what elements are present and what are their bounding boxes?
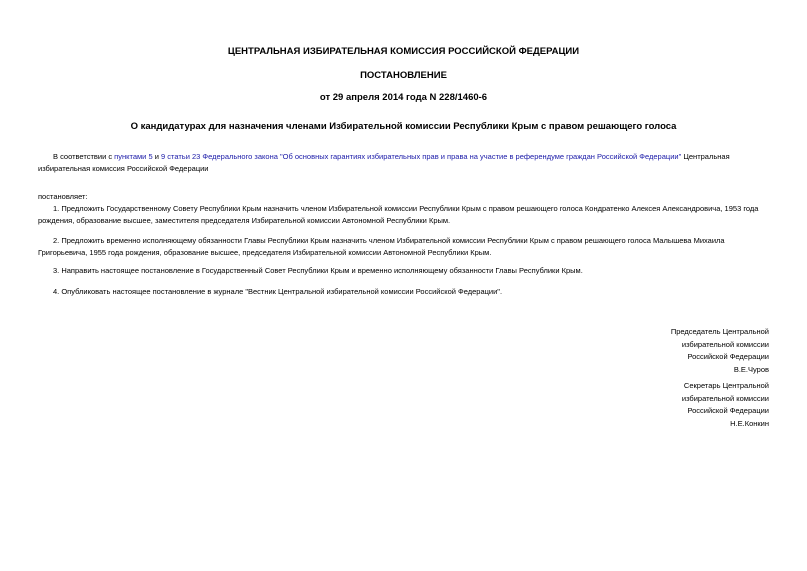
link-point-5[interactable]: пунктами 5	[114, 152, 153, 161]
resolution-item-3: 3. Направить настоящее постановление в Государственный Совет Республики Крым и временно исполняющему обязанности Главы Республики Крым.	[53, 266, 583, 275]
chair-title-line-1: Председатель Центральной	[670, 327, 769, 336]
resolution-item-4: 4. Опубликовать настоящее постановление в журнале "Вестник Центральной избирательной комиссии Российской Федерации".	[53, 287, 503, 296]
resolution-item-2: 2. Предложить временно исполняющему обязанности Главы Республики Крым назначить членом Избирательной комиссии Республики Крым с правом решающего голоса Малышева Михаила Григорьевича, 1955 года рождения, образование высшее, председателя Избирательной комиссии Автономной Республики Крым.	[38, 236, 725, 257]
chair-signature-block	[589, 326, 769, 376]
intro-prefix: В соответствии с	[53, 152, 115, 161]
resolves-label: постановляет:	[38, 192, 88, 201]
secretary-title-line-1: Секретарь Центральной	[683, 381, 769, 390]
link-federal-law[interactable]: Федерального закона "Об основных гарантиях избирательных прав и права на участие в референдуме граждан Российской Федерации"	[202, 152, 682, 161]
intro-mid-1: и	[152, 152, 161, 161]
document-type: ПОСТАНОВЛЕНИЕ	[360, 70, 447, 81]
document-subject: О кандидатурах для назначения членами Избирательной комиссии Республики Крым с правом решающего голоса	[130, 121, 677, 132]
link-article-23[interactable]: 9 статьи 23	[160, 152, 201, 161]
document-date-number: от 29 апреля 2014 года N 228/1460-6	[319, 92, 488, 103]
resolution-item-1: 1. Предложить Государственному Совету Республики Крым назначить членом Избирательной комиссии Республики Крым с правом решающего голоса Кондратенко Алексея Александровича, 1953 года рождения, образование высшее, заместителя председателя Избирательной комиссии Автономной Республики Крым.	[38, 204, 759, 225]
secretary-name: Н.Е.Конкин	[730, 418, 769, 428]
secretary-signature-block	[589, 380, 769, 430]
secretary-title-line-2: избирательной комиссии	[681, 393, 769, 403]
chair-name: В.Е.Чуров	[733, 364, 769, 374]
chair-title-line-3: Российской Федерации	[687, 352, 769, 361]
secretary-title-line-3: Российской Федерации	[687, 406, 769, 415]
organization-title: ЦЕНТРАЛЬНАЯ ИЗБИРАТЕЛЬНАЯ КОМИССИЯ РОССИЙСКОЙ ФЕДЕРАЦИИ	[227, 46, 580, 57]
chair-title-line-2: избирательной комиссии	[681, 339, 769, 349]
intro-paragraph	[38, 151, 768, 175]
intro-suffix: Центральная избирательная комиссия Российской Федерации	[38, 152, 730, 173]
